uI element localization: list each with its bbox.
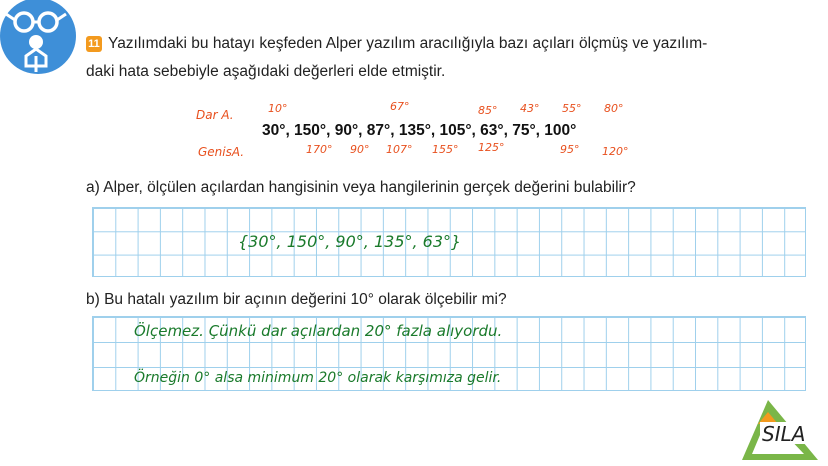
- measured-angles-list: 30°, 150°, 90°, 87°, 135°, 105°, 63°, 75°, 100°: [262, 122, 577, 139]
- owl-glasses-logo-icon: [0, 0, 80, 78]
- part-b-question: b) Bu hatalı yazılım bir açının değerini 10° olarak ölçebilir mi?: [86, 291, 507, 308]
- handwritten-bottom-note: 95°: [560, 143, 580, 156]
- part-a-handwritten-answer: {30°, 150°, 90°, 135°, 63°}: [238, 232, 462, 251]
- handwritten-bottom-note: 170°: [306, 143, 333, 156]
- handwritten-bottom-note: 125°: [478, 141, 505, 154]
- sila-brand-logo-icon: [738, 398, 822, 462]
- handwritten-bottom-note: 155°: [432, 143, 459, 156]
- handwritten-top-note: 67°: [390, 100, 410, 113]
- handwritten-top-note: 85°: [478, 104, 498, 117]
- handwritten-bottom-note: 120°: [602, 145, 629, 158]
- handwritten-top-note: 80°: [604, 102, 624, 115]
- handwritten-bottom-note: 90°: [350, 143, 370, 156]
- handwritten-top-note: 10°: [268, 102, 288, 115]
- sila-brand-text: SILA: [762, 422, 806, 446]
- part-b-handwritten-answer-line-2: Örneğin 0° alsa minimum 20° olarak karşımıza gelir.: [134, 370, 502, 386]
- part-b-handwritten-answer-line-1: Ölçemez. Çünkü dar açılardan 20° fazla alıyordu.: [134, 322, 503, 340]
- handwritten-bottom-note: 107°: [386, 143, 413, 156]
- question-number-badge: 11: [86, 36, 102, 52]
- question-text-line-1: Yazılımdaki bu hatayı keşfeden Alper yazılım aracılığıyla bazı açıları ölçmüş ve yazılım-: [108, 35, 708, 52]
- handwritten-dar-label: Dar A.: [196, 108, 234, 122]
- question-text-line-2: daki hata sebebiyle aşağıdaki değerleri elde etmiştir.: [86, 63, 446, 80]
- handwritten-top-note: 55°: [562, 102, 582, 115]
- part-a-question: a) Alper, ölçülen açılardan hangisinin veya hangilerinin gerçek değerini bulabilir?: [86, 179, 636, 196]
- handwritten-genis-label: GenisA.: [198, 145, 245, 159]
- handwritten-top-note: 43°: [520, 102, 540, 115]
